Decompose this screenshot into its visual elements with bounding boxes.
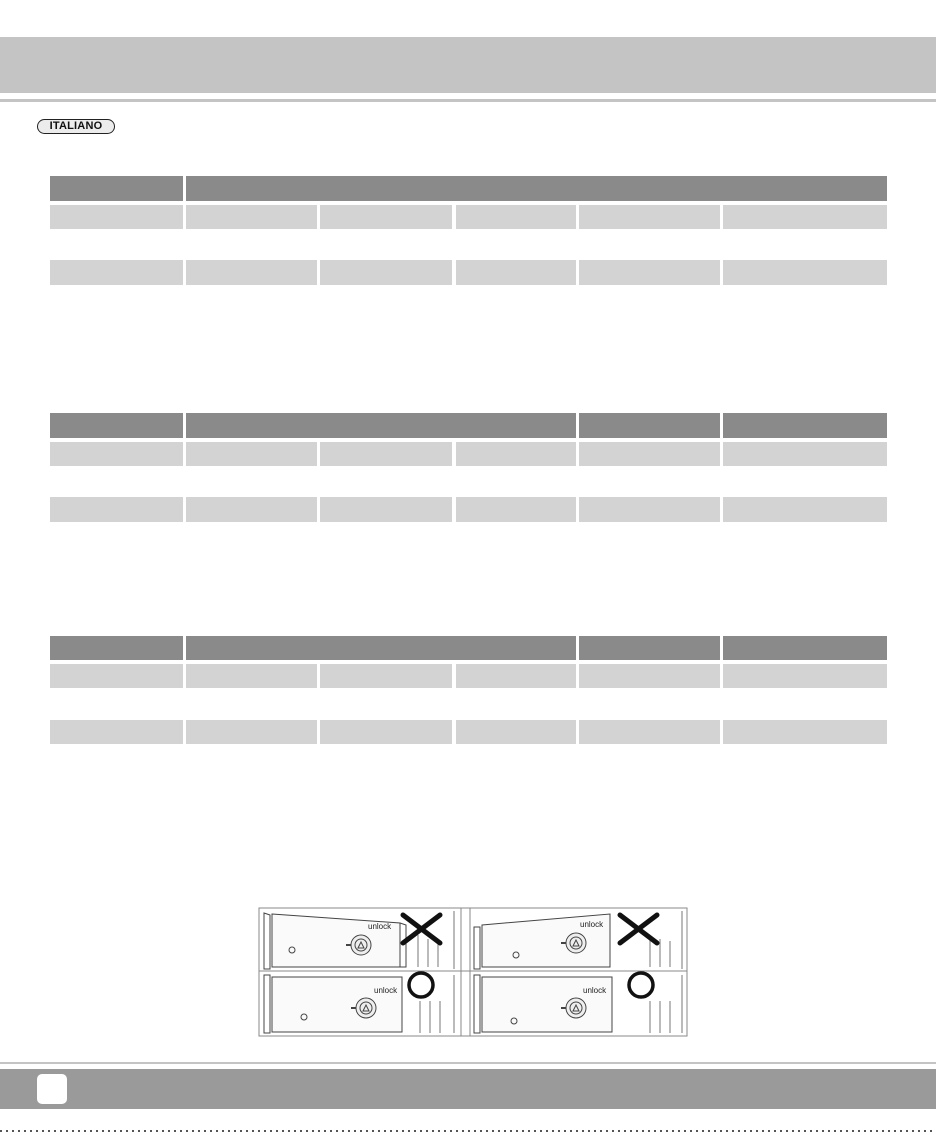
illustration-svg	[258, 905, 688, 1038]
table-header-cell	[50, 176, 183, 201]
battery-insertion-illustration	[258, 905, 688, 1038]
circle-mark-icon	[409, 973, 433, 997]
table-cell	[579, 260, 720, 285]
table-cell	[456, 260, 576, 285]
table-cell	[50, 205, 183, 229]
header-divider	[0, 99, 936, 102]
table-cell	[320, 205, 452, 229]
table-cell	[579, 205, 720, 229]
table-header-cell	[723, 413, 887, 438]
table-cell	[723, 497, 887, 522]
table-cell	[50, 720, 183, 744]
table-cell	[723, 720, 887, 744]
table-header-cell	[50, 413, 183, 438]
table-cell	[186, 497, 317, 522]
table-cell	[50, 442, 183, 466]
unlock-label: unlock	[583, 986, 607, 995]
table-header-cell	[723, 636, 887, 660]
page-number-box	[37, 1074, 67, 1104]
table-cell	[320, 260, 452, 285]
crop-mark-line	[0, 1130, 936, 1132]
unlock-label: unlock	[374, 986, 398, 995]
header-band	[0, 37, 936, 93]
table-header-cell	[579, 413, 720, 438]
table-header-cell	[579, 636, 720, 660]
unlock-label: unlock	[368, 922, 392, 931]
table-cell	[456, 664, 576, 688]
circle-mark-icon	[629, 973, 653, 997]
table-cell	[723, 664, 887, 688]
table-cell	[723, 442, 887, 466]
table-cell	[186, 205, 317, 229]
table-cell	[579, 497, 720, 522]
table-cell	[186, 720, 317, 744]
table-cell	[579, 442, 720, 466]
table-cell	[186, 664, 317, 688]
table-cell	[320, 720, 452, 744]
cross-mark-icon	[403, 915, 440, 943]
battery-correct-left	[264, 975, 454, 1033]
table-cell	[50, 497, 183, 522]
table-cell	[723, 260, 887, 285]
table-cell	[456, 442, 576, 466]
table-cell	[186, 442, 317, 466]
table-cell	[320, 497, 452, 522]
table-cell	[456, 497, 576, 522]
table-cell	[320, 442, 452, 466]
table-cell	[456, 720, 576, 744]
table-header-cell	[186, 413, 576, 438]
table-cell	[456, 205, 576, 229]
table-header-cell	[186, 176, 887, 201]
table-header-cell	[50, 636, 183, 660]
footer-band	[0, 1069, 936, 1109]
battery-incorrect-left	[264, 911, 454, 969]
table-cell	[579, 720, 720, 744]
unlock-label: unlock	[580, 920, 604, 929]
table-cell	[579, 664, 720, 688]
table-cell	[50, 260, 183, 285]
language-badge: ITALIANO	[37, 119, 115, 134]
table-cell	[186, 260, 317, 285]
battery-correct-right	[474, 975, 682, 1033]
cross-mark-icon	[620, 915, 657, 943]
table-cell	[723, 205, 887, 229]
table-header-cell	[186, 636, 576, 660]
footer-divider	[0, 1062, 936, 1064]
table-cell	[50, 664, 183, 688]
table-cell	[320, 664, 452, 688]
